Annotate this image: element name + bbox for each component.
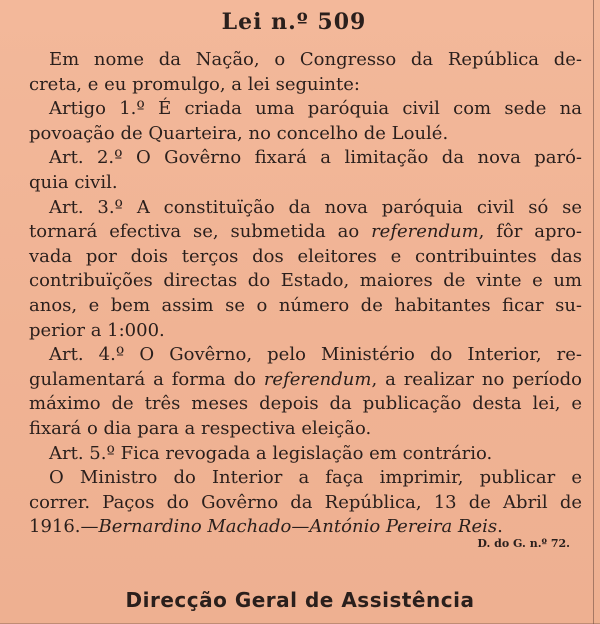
text-line: perior a 1:000.	[29, 319, 165, 341]
text-line: Art. 3.º A constituïção da nova paróquia civil só se	[49, 196, 582, 218]
text-line: vada por dois terços dos eleitores e contribuintes das	[29, 245, 582, 267]
text-line: Em nome da Nação, o Congresso da República de-	[49, 49, 582, 70]
text-line: Art. 4.º O Govêrno, pelo Ministério do Interior, re-	[49, 344, 582, 366]
law-title: Lei n.º 509	[221, 9, 367, 35]
law-body	[29, 48, 582, 540]
text-line: tornará efectiva se, submetida ao referendum, fôr apro-	[29, 221, 582, 243]
text-line: Artigo 1.º É criada uma paróquia civil com sede na	[49, 98, 582, 120]
text-line: anos, e bem assim se o número de habitantes ficar su-	[29, 294, 582, 316]
text-line: creta, e eu promulgo, a lei seguinte:	[29, 73, 360, 95]
text-line: 1916.—Bernardino Machado—António Pereira Reis.	[29, 516, 503, 538]
text-line: gulamentará a forma do referendum, a realizar no período	[29, 368, 582, 390]
text-line: O Ministro do Interior a faça imprimir, publicar e	[49, 467, 582, 489]
italic-text: António Pereira Reis	[309, 516, 498, 538]
italic-text: Bernardino Machado	[98, 516, 292, 538]
italic-text: referendum	[263, 368, 372, 390]
text-line: povoação de Quarteira, no concelho de Loulé.	[29, 122, 449, 144]
italic-text: referendum	[371, 221, 479, 243]
text-line: fixará o dia para a respectiva eleição.	[29, 417, 372, 439]
text-line: quia civil.	[29, 171, 118, 193]
column-rule	[593, 0, 594, 624]
text-line: correr. Paços do Govêrno da República, 13 de Abril de	[29, 491, 582, 513]
text-line: Art. 2.º O Govêrno fixará a limitação da nova paró-	[49, 147, 582, 169]
text-line: contribuïções directas do Estado, maiores de vinte e um	[29, 270, 582, 292]
section-heading: Direcção Geral de Assistência	[125, 588, 475, 612]
source-reference: D. do G. n.º 72.	[477, 537, 570, 550]
text-line: máximo de três meses depois da publicação desta lei, e	[29, 393, 582, 415]
text-line: Art. 5.º Fica revogada a legislação em contrário.	[49, 442, 493, 464]
